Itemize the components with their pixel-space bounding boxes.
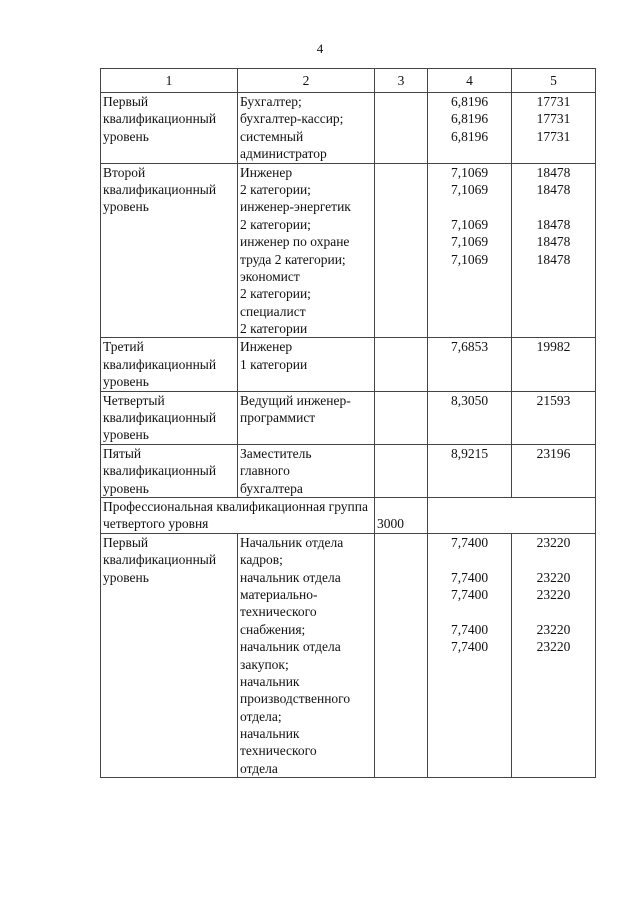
cell-line: 2 категории;: [240, 286, 311, 302]
cell-line: отдела;: [240, 708, 282, 724]
positions-cell: [238, 338, 375, 391]
cell-line: 17731: [536, 94, 571, 109]
table-row: [101, 533, 596, 777]
cell-line: [514, 551, 593, 568]
cell-line: 18478: [536, 164, 571, 180]
group-row: [101, 497, 596, 533]
salary-cell: [512, 93, 596, 164]
cell-line: инженер по охране: [240, 234, 350, 250]
cell-line: Пятый: [103, 445, 142, 461]
cell-line: квалификационный: [103, 111, 217, 127]
cell-line: 6,8196: [450, 111, 489, 127]
cell-line: 6,8196: [450, 128, 489, 144]
cell-line: программист: [240, 410, 316, 426]
cell-line: отдела: [240, 760, 278, 776]
group-title: Профессиональная квалификационная группа четвертого уровня: [101, 497, 375, 533]
cell-line: Заместитель: [240, 445, 312, 461]
cell-line: начальник: [240, 726, 300, 742]
cell-line: 8,9215: [450, 445, 489, 461]
cell-line: Ведущий инженер-: [240, 392, 351, 408]
cell-line: бухгалтера: [240, 480, 303, 496]
cell-line: 18478: [536, 234, 571, 250]
base-cell: [375, 163, 428, 338]
base-cell: [375, 93, 428, 164]
cell-line: [514, 603, 593, 620]
cell-line: квалификационный: [103, 181, 217, 197]
table-row: [101, 391, 596, 444]
level-cell: [101, 444, 238, 497]
column-header: 1: [101, 69, 238, 93]
cell-line: 19982: [536, 339, 571, 355]
cell-line: 21593: [536, 392, 571, 408]
base-cell: [375, 391, 428, 444]
level-cell: [101, 163, 238, 338]
cell-line: 7,1069: [450, 181, 489, 197]
table-row: [101, 93, 596, 164]
cell-line: технического: [240, 743, 317, 759]
cell-line: 7,7400: [450, 586, 489, 602]
cell-line: технического: [240, 604, 317, 620]
cell-line: 2 категории;: [240, 181, 311, 197]
cell-line: уровень: [103, 569, 149, 585]
cell-line: 7,1069: [450, 216, 489, 232]
cell-line: 18478: [536, 216, 571, 232]
coefficient-cell: [428, 533, 512, 777]
cell-line: 7,7400: [450, 569, 489, 585]
cell-line: кадров;: [240, 552, 283, 568]
cell-line: квалификационный: [103, 552, 217, 568]
coefficient-cell: [428, 163, 512, 338]
cell-line: [430, 198, 509, 215]
cell-line: уровень: [103, 427, 149, 443]
cell-line: уровень: [103, 199, 149, 215]
cell-line: 17731: [536, 111, 571, 127]
cell-line: специалист: [240, 303, 306, 319]
cell-line: 18478: [536, 181, 571, 197]
cell-line: 6,8196: [450, 94, 489, 109]
group-empty-cell: [428, 497, 596, 533]
cell-line: экономист: [240, 268, 300, 284]
column-header: 3: [375, 69, 428, 93]
salary-cell: [512, 338, 596, 391]
positions-cell: [238, 163, 375, 338]
salary-cell: [512, 391, 596, 444]
cell-line: Четвертый: [103, 392, 165, 408]
cell-line: инженер-энергетик: [240, 199, 351, 215]
cell-line: 18478: [536, 251, 571, 267]
qualification-table: [100, 68, 596, 778]
base-cell: [375, 444, 428, 497]
cell-line: 23220: [536, 586, 571, 602]
cell-line: Инженер: [240, 339, 293, 355]
column-header: 5: [512, 69, 596, 93]
table-row: [101, 338, 596, 391]
positions-cell: [238, 93, 375, 164]
table-row: [101, 444, 596, 497]
positions-cell: [238, 444, 375, 497]
level-cell: [101, 338, 238, 391]
cell-line: 1 категории: [240, 356, 308, 372]
cell-line: квалификационный: [103, 463, 217, 479]
cell-line: Второй: [103, 164, 146, 180]
level-cell: [101, 533, 238, 777]
cell-line: квалификационный: [103, 356, 217, 372]
cell-line: Третий: [103, 339, 144, 355]
cell-line: 7,1069: [450, 251, 489, 267]
page-number: 4: [316, 41, 324, 56]
cell-line: 23220: [536, 534, 571, 550]
cell-line: [514, 198, 593, 215]
cell-line: 2 категории: [240, 321, 308, 337]
coefficient-cell: [428, 444, 512, 497]
coefficient-cell: [428, 338, 512, 391]
cell-line: начальник отдела: [240, 569, 341, 585]
cell-line: уровень: [103, 480, 149, 496]
cell-line: уровень: [103, 128, 149, 144]
cell-line: начальник отдела: [240, 639, 341, 655]
cell-line: главного: [240, 463, 290, 479]
column-header: 4: [428, 69, 512, 93]
level-cell: [101, 93, 238, 164]
cell-line: 23220: [536, 639, 571, 655]
cell-line: 23220: [536, 569, 571, 585]
cell-line: [430, 551, 509, 568]
base-cell: [375, 338, 428, 391]
cell-line: [430, 603, 509, 620]
cell-line: Начальник отдела: [240, 534, 344, 550]
cell-line: квалификационный: [103, 410, 217, 426]
cell-line: 7,7400: [450, 639, 489, 655]
positions-cell: [238, 533, 375, 777]
cell-line: 7,1069: [450, 234, 489, 250]
cell-line: Инженер: [240, 164, 293, 180]
cell-line: 17731: [536, 128, 571, 144]
cell-line: уровень: [103, 374, 149, 390]
cell-line: 7,1069: [450, 164, 489, 180]
cell-line: 23220: [536, 621, 571, 637]
cell-line: закупок;: [240, 656, 289, 672]
cell-line: 23196: [536, 445, 571, 461]
cell-line: 7,6853: [450, 339, 489, 355]
cell-line: труда 2 категории;: [240, 251, 346, 267]
cell-line: Первый: [103, 534, 149, 550]
cell-line: 7,7400: [450, 621, 489, 637]
cell-line: администратор: [240, 146, 327, 162]
cell-line: 7,7400: [450, 534, 489, 550]
table-row: [101, 163, 596, 338]
cell-line: системный: [240, 128, 304, 144]
base-cell: [375, 533, 428, 777]
coefficient-cell: [428, 93, 512, 164]
cell-line: снабжения;: [240, 621, 306, 637]
coefficient-cell: [428, 391, 512, 444]
cell-line: 2 категории;: [240, 216, 311, 232]
table-header-row: [101, 69, 596, 93]
cell-line: бухгалтер-кассир;: [240, 111, 344, 127]
cell-line: производственного: [240, 691, 351, 707]
cell-line: Первый: [103, 94, 149, 109]
cell-line: Бухгалтер;: [240, 94, 302, 109]
cell-line: 8,3050: [450, 392, 489, 408]
salary-cell: [512, 444, 596, 497]
positions-cell: [238, 391, 375, 444]
group-base-salary: 3000: [375, 497, 428, 533]
column-header: 2: [238, 69, 375, 93]
cell-line: начальник: [240, 673, 300, 689]
salary-cell: [512, 163, 596, 338]
salary-cell: [512, 533, 596, 777]
level-cell: [101, 391, 238, 444]
cell-line: материально-: [240, 586, 318, 602]
